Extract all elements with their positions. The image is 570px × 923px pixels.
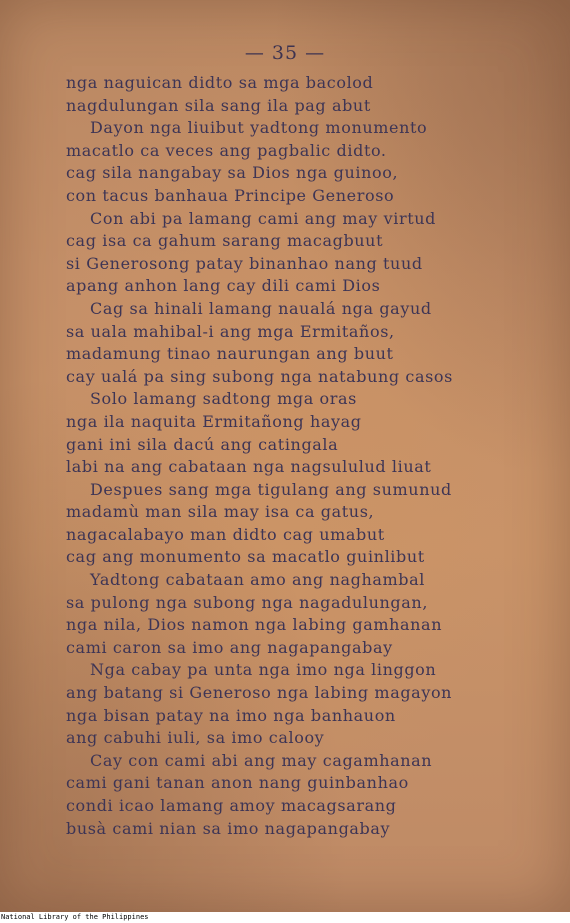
verse-line: con tacus banhaua Principe Generoso	[66, 185, 395, 205]
verse-line: cag isa ca gahum sarang macagbuut	[66, 231, 384, 251]
verse-line: si Generosong patay binanhao nang tuud	[66, 253, 423, 273]
verse-line: gani ini sila dacú ang catingala	[66, 434, 339, 454]
verse-line: ang cabuhi iuli, sa imo calooy	[66, 728, 325, 748]
verse-line: nga naguican didto sa mga bacolod	[66, 73, 374, 92]
verse-line: Solo lamang sadtong mga oras	[90, 389, 357, 409]
verse-line: ang batang si Generoso nga labing magayon	[66, 683, 453, 703]
verse-line: madamung tinao naurungan ang buut	[66, 344, 394, 364]
stanza	[66, 388, 516, 478]
verse-line: Dayon nga liuibut yadtong monumento	[90, 118, 428, 138]
library-credit: National Library of the Philippines	[0, 912, 570, 923]
verse-line: nga bisan patay na imo nga banhauon	[66, 705, 396, 725]
verse-line: cag ang monumento sa macatlo guinlibut	[66, 547, 425, 567]
verse-line: Cay con cami abi ang may cagamhanan	[90, 750, 433, 770]
verse-line: Cag sa hinali lamang naualá nga gayud	[90, 298, 432, 318]
verse-line: labi na ang cabataan nga nagsululud liuat	[66, 457, 432, 477]
verse-line: cay ualá pa sing subong nga natabung casos	[66, 366, 453, 386]
stanza	[66, 750, 516, 840]
verse-line: cami caron sa imo ang nagapangabay	[66, 637, 393, 657]
verse-line: Nga cabay pa unta nga imo nga linggon	[90, 660, 437, 680]
verse-line: apang anhon lang cay dili cami Dios	[66, 276, 381, 296]
verse-line: nagacalabayo man didto cag umabut	[66, 524, 385, 544]
verse-line: madamù man sila may isa ca gatus,	[66, 502, 375, 522]
verse-line: cag sila nangabay sa Dios nga guinoo,	[66, 163, 399, 183]
stanza	[66, 72, 516, 117]
verse-line: sa pulong nga subong nga nagadulungan,	[66, 592, 429, 612]
verse-line: nagdulungan sila sang ila pag abut	[66, 95, 371, 115]
page-number: — 35 —	[244, 42, 326, 64]
verse-line: cami gani tanan anon nang guinbanhao	[66, 773, 409, 793]
poem-text	[66, 72, 516, 840]
verse-line: macatlo ca veces ang pagbalic didto.	[66, 140, 387, 160]
stanza	[66, 117, 516, 207]
stanza	[66, 298, 516, 388]
verse-line: nga ila naquita Ermitañong hayag	[66, 411, 362, 431]
stanza	[66, 479, 516, 569]
verse-line: nga nila, Dios namon nga labing gamhanan	[66, 615, 443, 635]
verse-line: Con abi pa lamang cami ang may virtud	[90, 208, 436, 228]
stanza	[66, 659, 516, 749]
stanza	[66, 208, 516, 298]
verse-line: condi icao lamang amoy macagsarang	[66, 796, 397, 815]
verse-line: Despues sang mga tigulang ang sumunud	[90, 479, 452, 499]
verse-line: Yadtong cabataan amo ang naghambal	[90, 570, 425, 590]
verse-line: busà cami nian sa imo nagapangabay	[66, 818, 391, 838]
verse-line: sa uala mahibal-i ang mga Ermitaños,	[66, 321, 395, 341]
stanza	[66, 569, 516, 659]
